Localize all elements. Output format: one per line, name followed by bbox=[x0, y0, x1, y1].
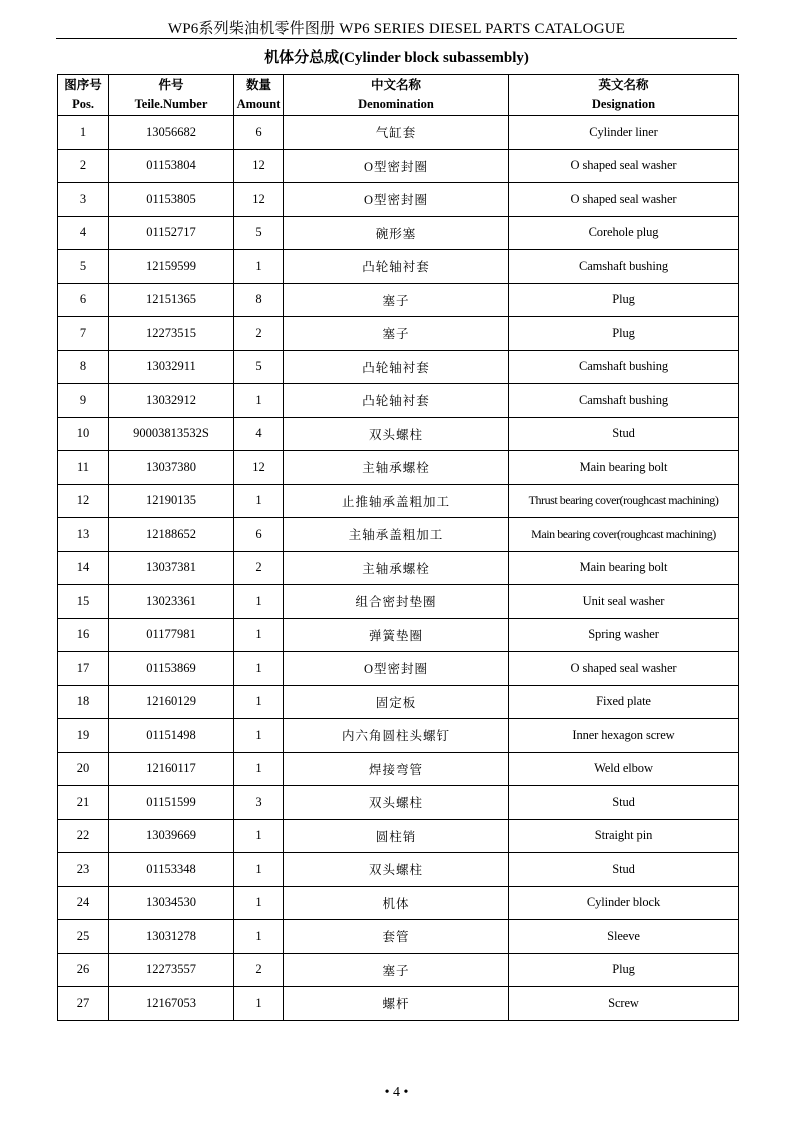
cell-pos: 25 bbox=[58, 920, 109, 954]
cell-pos: 19 bbox=[58, 719, 109, 753]
column-header-pos bbox=[58, 75, 109, 116]
cell-english-name: Camshaft bushing bbox=[509, 350, 739, 384]
cell-amount: 1 bbox=[234, 853, 284, 887]
cell-pos: 14 bbox=[58, 551, 109, 585]
cell-pos: 6 bbox=[58, 283, 109, 317]
parts-table bbox=[57, 74, 739, 1021]
cell-english-name: Camshaft bushing bbox=[509, 250, 739, 284]
cell-english-name: Stud bbox=[509, 853, 739, 887]
page-title: 机体分总成(Cylinder block subassembly) bbox=[264, 50, 529, 66]
table-row bbox=[58, 618, 739, 652]
page-number: • 4 • bbox=[384, 1085, 409, 1100]
cell-part-number: 01153869 bbox=[109, 652, 234, 686]
cell-english-name: Fixed plate bbox=[509, 685, 739, 719]
cell-pos: 2 bbox=[58, 149, 109, 183]
table-row bbox=[58, 484, 739, 518]
cell-part-number: 13032912 bbox=[109, 384, 234, 418]
parts-table-header bbox=[58, 75, 739, 116]
table-row bbox=[58, 183, 739, 217]
cell-pos: 3 bbox=[58, 183, 109, 217]
cell-english-name: Corehole plug bbox=[509, 216, 739, 250]
cell-chinese-name: 碗形塞 bbox=[284, 216, 509, 250]
cell-amount: 1 bbox=[234, 819, 284, 853]
cell-chinese-name: 凸轮轴衬套 bbox=[284, 350, 509, 384]
cell-pos: 21 bbox=[58, 786, 109, 820]
table-row bbox=[58, 886, 739, 920]
cell-chinese-name: 凸轮轴衬套 bbox=[284, 384, 509, 418]
cell-chinese-name: 塞子 bbox=[284, 283, 509, 317]
table-row bbox=[58, 451, 739, 485]
cell-amount: 12 bbox=[234, 451, 284, 485]
table-row bbox=[58, 585, 739, 619]
cell-english-name: Stud bbox=[509, 417, 739, 451]
cell-pos: 22 bbox=[58, 819, 109, 853]
column-header-designation-en: Designation bbox=[591, 97, 656, 111]
cell-part-number: 13037380 bbox=[109, 451, 234, 485]
cell-part-number: 12167053 bbox=[109, 987, 234, 1021]
column-header-denomination bbox=[284, 75, 509, 116]
cell-amount: 2 bbox=[234, 317, 284, 351]
table-row bbox=[58, 953, 739, 987]
parts-table-body bbox=[58, 116, 739, 1021]
cell-pos: 24 bbox=[58, 886, 109, 920]
cell-chinese-name: 圆柱销 bbox=[284, 819, 509, 853]
table-row bbox=[58, 551, 739, 585]
cell-part-number: 13031278 bbox=[109, 920, 234, 954]
cell-amount: 12 bbox=[234, 183, 284, 217]
column-header-amount-en: Amount bbox=[236, 97, 281, 111]
cell-pos: 11 bbox=[58, 451, 109, 485]
cell-amount: 2 bbox=[234, 551, 284, 585]
table-row bbox=[58, 786, 739, 820]
cell-part-number: 01153805 bbox=[109, 183, 234, 217]
running-header: WP6系列柴油机零件图册 WP6 SERIES DIESEL PARTS CATALOGUE bbox=[167, 21, 626, 37]
cell-chinese-name: 止推轴承盖粗加工 bbox=[284, 484, 509, 518]
cell-part-number: 01151599 bbox=[109, 786, 234, 820]
cell-english-name: Main bearing bolt bbox=[509, 551, 739, 585]
table-row bbox=[58, 350, 739, 384]
cell-amount: 1 bbox=[234, 920, 284, 954]
table-row bbox=[58, 283, 739, 317]
column-header-pos-zh: 图序号 bbox=[64, 78, 102, 92]
cell-amount: 5 bbox=[234, 216, 284, 250]
table-row bbox=[58, 652, 739, 686]
table-row bbox=[58, 987, 739, 1021]
cell-amount: 4 bbox=[234, 417, 284, 451]
cell-part-number: 01177981 bbox=[109, 618, 234, 652]
cell-part-number: 12188652 bbox=[109, 518, 234, 552]
cell-chinese-name: 双头螺柱 bbox=[284, 417, 509, 451]
cell-pos: 23 bbox=[58, 853, 109, 887]
cell-pos: 8 bbox=[58, 350, 109, 384]
cell-amount: 1 bbox=[234, 250, 284, 284]
cell-english-name: Unit seal washer bbox=[509, 585, 739, 619]
cell-part-number: 13034530 bbox=[109, 886, 234, 920]
cell-part-number: 13032911 bbox=[109, 350, 234, 384]
cell-chinese-name: 双头螺柱 bbox=[284, 853, 509, 887]
cell-part-number: 12273557 bbox=[109, 953, 234, 987]
cell-pos: 5 bbox=[58, 250, 109, 284]
table-row bbox=[58, 417, 739, 451]
cell-part-number: 01153804 bbox=[109, 149, 234, 183]
cell-chinese-name: 组合密封垫圈 bbox=[284, 585, 509, 619]
cell-pos: 13 bbox=[58, 518, 109, 552]
cell-english-name: O shaped seal washer bbox=[509, 149, 739, 183]
column-header-denomination-en: Denomination bbox=[358, 97, 434, 111]
cell-pos: 20 bbox=[58, 752, 109, 786]
table-row bbox=[58, 149, 739, 183]
column-header-amount-zh: 数量 bbox=[245, 78, 271, 92]
cell-chinese-name: 机体 bbox=[284, 886, 509, 920]
cell-pos: 12 bbox=[58, 484, 109, 518]
table-row bbox=[58, 752, 739, 786]
cell-pos: 15 bbox=[58, 585, 109, 619]
header-row bbox=[58, 75, 739, 116]
table-row bbox=[58, 250, 739, 284]
cell-english-name: Main bearing bolt bbox=[509, 451, 739, 485]
cell-amount: 8 bbox=[234, 283, 284, 317]
column-header-number-en: Teile.Number bbox=[134, 97, 208, 111]
cell-amount: 1 bbox=[234, 685, 284, 719]
cell-english-name: Cylinder block bbox=[509, 886, 739, 920]
cell-chinese-name: 固定板 bbox=[284, 685, 509, 719]
table-row bbox=[58, 116, 739, 150]
cell-english-name: Inner hexagon screw bbox=[509, 719, 739, 753]
cell-part-number: 01152717 bbox=[109, 216, 234, 250]
cell-chinese-name: O型密封圈 bbox=[284, 652, 509, 686]
cell-chinese-name: 内六角圆柱头螺钉 bbox=[284, 719, 509, 753]
table-row bbox=[58, 719, 739, 753]
cell-part-number: 12273515 bbox=[109, 317, 234, 351]
cell-english-name: Camshaft bushing bbox=[509, 384, 739, 418]
table-row bbox=[58, 853, 739, 887]
cell-part-number: 12159599 bbox=[109, 250, 234, 284]
table-row bbox=[58, 518, 739, 552]
column-header-denomination-zh: 中文名称 bbox=[370, 78, 421, 92]
cell-chinese-name: 双头螺柱 bbox=[284, 786, 509, 820]
cell-part-number: 13039669 bbox=[109, 819, 234, 853]
cell-part-number: 12190135 bbox=[109, 484, 234, 518]
cell-english-name: Screw bbox=[509, 987, 739, 1021]
cell-amount: 6 bbox=[234, 518, 284, 552]
cell-chinese-name: 弹簧垫圈 bbox=[284, 618, 509, 652]
cell-amount: 1 bbox=[234, 618, 284, 652]
cell-chinese-name: 凸轮轴衬套 bbox=[284, 250, 509, 284]
cell-pos: 4 bbox=[58, 216, 109, 250]
cell-part-number: 90003813532S bbox=[109, 417, 234, 451]
cell-part-number: 01153348 bbox=[109, 853, 234, 887]
cell-chinese-name: 塞子 bbox=[284, 953, 509, 987]
cell-amount: 1 bbox=[234, 719, 284, 753]
cell-amount: 12 bbox=[234, 149, 284, 183]
table-row bbox=[58, 920, 739, 954]
cell-amount: 6 bbox=[234, 116, 284, 150]
header-rule bbox=[56, 38, 737, 39]
cell-chinese-name: 气缸套 bbox=[284, 116, 509, 150]
cell-pos: 18 bbox=[58, 685, 109, 719]
cell-english-name: Sleeve bbox=[509, 920, 739, 954]
cell-pos: 9 bbox=[58, 384, 109, 418]
cell-amount: 3 bbox=[234, 786, 284, 820]
cell-chinese-name: 焊接弯管 bbox=[284, 752, 509, 786]
cell-part-number: 01151498 bbox=[109, 719, 234, 753]
cell-amount: 1 bbox=[234, 987, 284, 1021]
cell-english-name: Plug bbox=[509, 953, 739, 987]
table-row bbox=[58, 216, 739, 250]
cell-chinese-name: 主轴承螺栓 bbox=[284, 551, 509, 585]
cell-chinese-name: 主轴承螺栓 bbox=[284, 451, 509, 485]
column-header-designation bbox=[509, 75, 739, 116]
column-header-amount bbox=[234, 75, 284, 116]
cell-amount: 1 bbox=[234, 752, 284, 786]
table-row bbox=[58, 819, 739, 853]
table-row bbox=[58, 685, 739, 719]
cell-english-name: Stud bbox=[509, 786, 739, 820]
cell-pos: 17 bbox=[58, 652, 109, 686]
cell-english-name: O shaped seal washer bbox=[509, 183, 739, 217]
cell-english-name: Plug bbox=[509, 283, 739, 317]
column-header-number bbox=[109, 75, 234, 116]
cell-chinese-name: O型密封圈 bbox=[284, 183, 509, 217]
cell-amount: 2 bbox=[234, 953, 284, 987]
cell-amount: 1 bbox=[234, 886, 284, 920]
cell-english-name: Weld elbow bbox=[509, 752, 739, 786]
cell-english-name: Cylinder liner bbox=[509, 116, 739, 150]
cell-english-name: Straight pin bbox=[509, 819, 739, 853]
column-header-number-zh: 件号 bbox=[158, 78, 184, 92]
cell-pos: 27 bbox=[58, 987, 109, 1021]
cell-chinese-name: 塞子 bbox=[284, 317, 509, 351]
cell-pos: 1 bbox=[58, 116, 109, 150]
cell-amount: 5 bbox=[234, 350, 284, 384]
cell-english-name: O shaped seal washer bbox=[509, 652, 739, 686]
cell-amount: 1 bbox=[234, 652, 284, 686]
cell-part-number: 12160117 bbox=[109, 752, 234, 786]
cell-chinese-name: 螺杆 bbox=[284, 987, 509, 1021]
cell-amount: 1 bbox=[234, 484, 284, 518]
cell-chinese-name: O型密封圈 bbox=[284, 149, 509, 183]
column-header-designation-zh: 英文名称 bbox=[598, 78, 649, 92]
cell-english-name: Spring washer bbox=[509, 618, 739, 652]
column-header-pos-en: Pos. bbox=[72, 97, 94, 111]
cell-pos: 7 bbox=[58, 317, 109, 351]
cell-part-number: 12151365 bbox=[109, 283, 234, 317]
cell-english-name: Plug bbox=[509, 317, 739, 351]
cell-chinese-name: 主轴承盖粗加工 bbox=[284, 518, 509, 552]
cell-english-name: Main bearing cover(roughcast machining) bbox=[509, 518, 739, 552]
cell-part-number: 13037381 bbox=[109, 551, 234, 585]
cell-pos: 16 bbox=[58, 618, 109, 652]
cell-amount: 1 bbox=[234, 585, 284, 619]
cell-part-number: 13056682 bbox=[109, 116, 234, 150]
table-row bbox=[58, 384, 739, 418]
table-row bbox=[58, 317, 739, 351]
cell-amount: 1 bbox=[234, 384, 284, 418]
cell-pos: 10 bbox=[58, 417, 109, 451]
cell-chinese-name: 套管 bbox=[284, 920, 509, 954]
cell-pos: 26 bbox=[58, 953, 109, 987]
cell-english-name: Thrust bearing cover(roughcast machining) bbox=[509, 484, 739, 518]
cell-part-number: 13023361 bbox=[109, 585, 234, 619]
cell-part-number: 12160129 bbox=[109, 685, 234, 719]
